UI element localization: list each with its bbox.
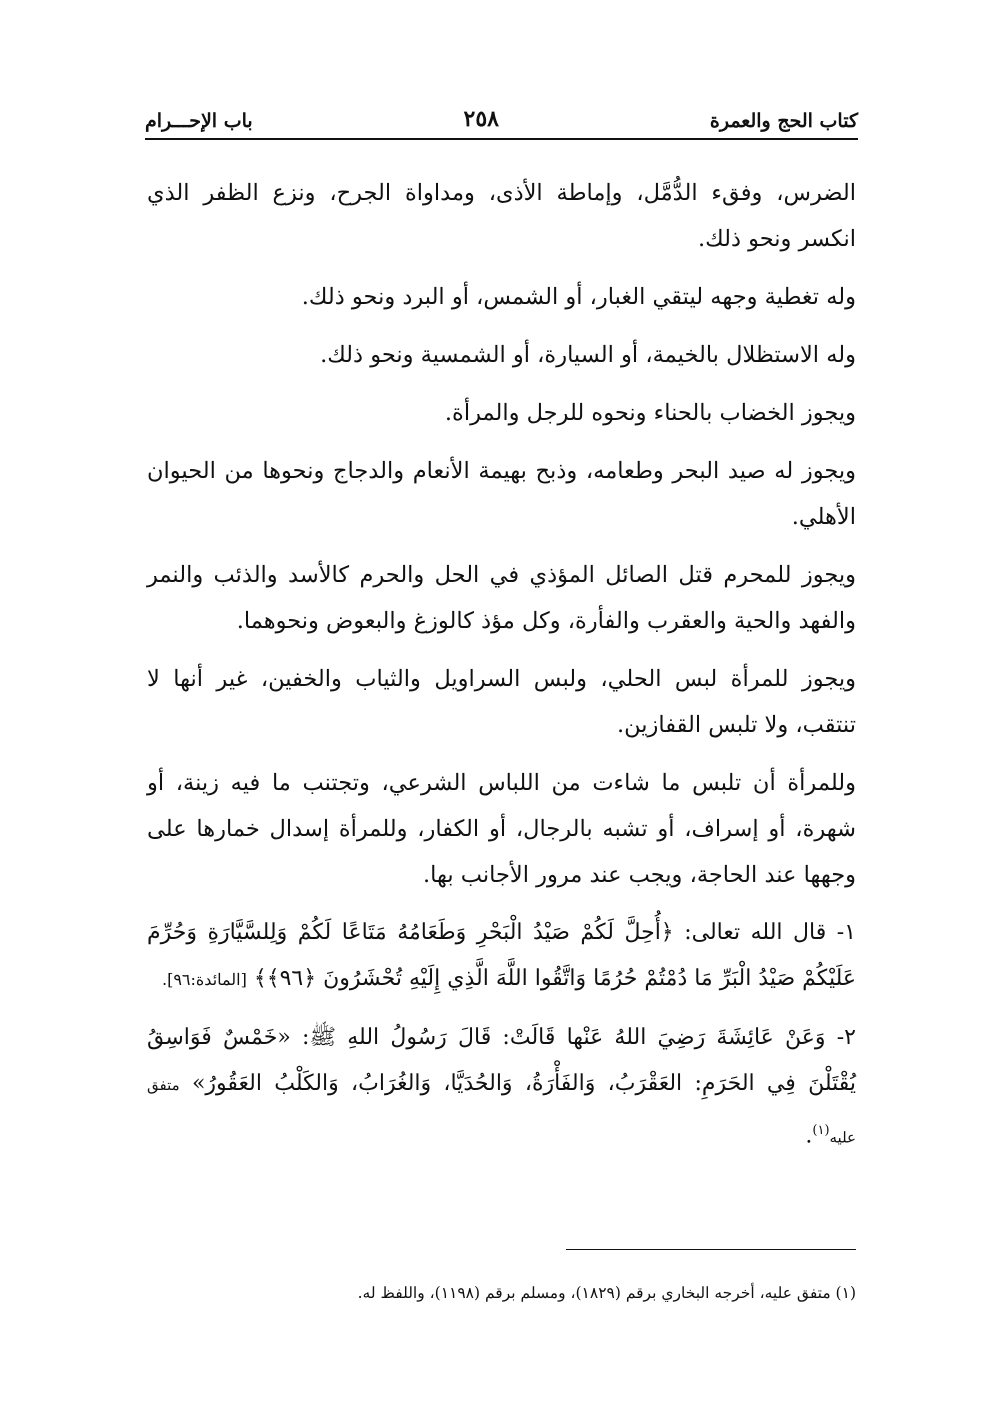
- page-number: ٢٥٨: [463, 106, 499, 132]
- paragraph: ويجوز للمرأة لبس الحلي، ولبس السراويل والثياب والخفين، غير أنها لا تنتقب، ولا تلبس القفازين.: [147, 666, 856, 738]
- quran-verse: ١- قال الله تعالى: ﴿أُحِلَّ لَكُمْ صَيْدُ الْبَحْرِ وَطَعَامُهُ مَتَاعًا لَكُمْ وَلِلسَّيَّارَةِ وَحُرِّمَ عَلَيْكُمْ صَيْدُ الْبَرِّ مَا دُمْتُمْ حُرُمًا وَاتَّقُوا اللَّهَ الَّذِي إِلَيْهِ تُحْشَرُونَ ﴿٩٦﴾﴾: [147, 920, 856, 991]
- paragraph: ويجوز له صيد البحر وطعامه، وذبح بهيمة الأنعام والدجاج ونحوها من الحيوان الأهلي.: [147, 458, 856, 530]
- verse-reference: [المائدة:٩٦].: [162, 970, 247, 989]
- footnote: (١) متفق عليه، أخرجه البخاري برقم (١٨٢٩)، ومسلم برقم (١١٩٨)، واللفظ له.: [357, 1284, 856, 1302]
- paragraph: وله الاستظلال بالخيمة، أو السيارة، أو الشمسية ونحو ذلك.: [320, 342, 856, 368]
- quran-evidence: [147, 910, 856, 1003]
- hadith-text: ٢- وَعَنْ عَائِشَةَ رَضِيَ اللهُ عَنْها قَالَتْ: قَالَ رَسُولُ اللهِ ﷺ: «خَمْسٌ فَوَاسِقُ يُقْتَلْنَ فِي الحَرَمِ: العَقْرَبُ، وَالفَأْرَةُ، وَالحُدَيَّا، وَالغُرَابُ، وَالكَلْبُ العَقُورُ»: [147, 1025, 856, 1096]
- footnote-divider: [566, 1249, 856, 1250]
- paragraph: ويجوز الخضاب بالحناء ونحوه للرجل والمرأة.: [444, 400, 856, 426]
- hadith-grading: متفق عليه: [147, 1076, 856, 1147]
- paragraph: وللمرأة أن تلبس ما شاءت من اللباس الشرعي، وتجتنب ما فيه زينة، أو شهرة، أو إسراف، أو تشبه بالرجال، أو الكفار، وللمرأة إسدال خمارها على وجهها عند الحاجة، ويجب عند مرور الأجانب بها.: [147, 770, 856, 888]
- page-body: [147, 170, 856, 1172]
- footnote-marker: (١): [812, 1123, 830, 1138]
- paragraph: الضرس، وفقء الدُّمَّل، وإماطة الأذى، ومداواة الجرح، ونزع الظفر الذي انكسر ونحو ذلك.: [147, 180, 856, 252]
- paragraph: وله تغطية وجهه ليتقي الغبار، أو الشمس، أو البرد ونحو ذلك.: [301, 284, 856, 310]
- paragraph: ويجوز للمحرم قتل الصائل المؤذي في الحل والحرم كالأسد والذئب والنمر والفهد والحية والعقرب والفأرة، وكل مؤذ كالوزغ والبعوض ونحوهما.: [147, 562, 856, 634]
- hadith-evidence: ٢- وَعَنْ عَائِشَةَ رَضِيَ اللهُ عَنْها قَالَتْ: قَالَ رَسُولُ اللهِ ﷺ: «خَمْسٌ فَوَاسِقُ يُقْتَلْنَ فِي الحَرَمِ: العَقْرَبُ، وَالفَأْرَةُ، وَالحُدَيَّا، وَالغُرَابُ، وَالكَلْبُ العَقُورُ» متفق عليه$^{(١)}$.: [147, 1025, 856, 1149]
- page-header: [145, 96, 858, 140]
- chapter-title: باب الإحـــرام: [145, 110, 253, 132]
- book-title: كتاب الحج والعمرة: [709, 110, 858, 132]
